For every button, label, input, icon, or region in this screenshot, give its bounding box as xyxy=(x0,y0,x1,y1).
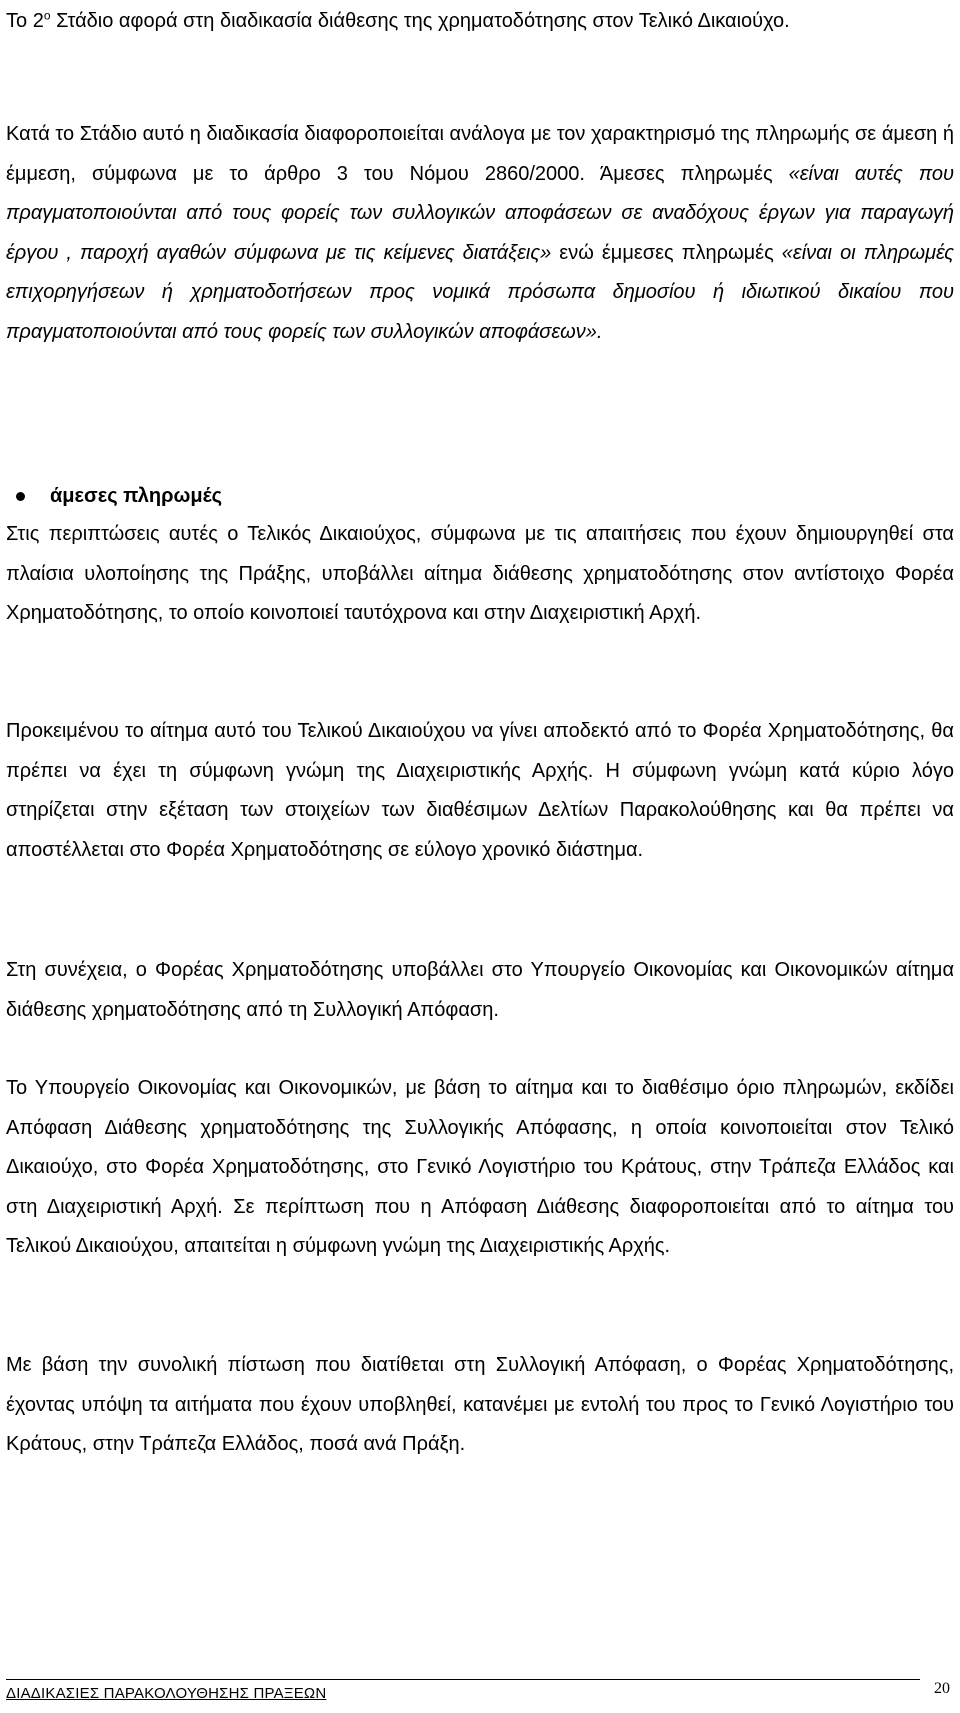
paragraph-ministry-request: Στη συνέχεια, ο Φορέας Χρηματοδότησης υποβάλλει στο Υπουργείο Οικονομίας και Οικονομικών αίτημα διάθεσης χρηματοδότησης από τη Συλλογική Απόφαση. xyxy=(6,959,954,1021)
indirect-payments-definition: «είναι οι πληρωμές επιχορηγήσεων ή χρηματοδοτήσεων προς νομικά πρόσωπα δημοσίου ή ιδιωτικού δικαίου που πραγματοποιούνται από τους φορείς των συλλογικών αποφάσεων». xyxy=(6,241,955,343)
stage-intro-text-rest: Στάδιο αφορά στη διαδικασία διάθεσης της χρηματοδότησης στον Τελικό Δικαιούχο. xyxy=(50,10,790,32)
paragraph-ministry-decision: Το Υπουργείο Οικονομίας και Οικονομικών, με βάση το αίτημα και το διαθέσιμο όριο πληρωμών, εκδίδει Απόφαση Διάθεσης χρηματοδότησης της Συλλογικής Απόφασης, η οποία κοινοποιείται στον Τελικό Δικαιούχο, στο Φορέα Χρηματοδότησης, στο Γενικό Λογιστήριο του Κράτους, στην Τράπεζα Ελλάδος και στη Διαχειριστική Αρχή. Σε περίπτωση που η Απόφαση Διάθεσης διαφοροποιείται από το αίτημα του Τελικού Δικαιούχου, απαιτείται η σύμφωνη γνώμη της Διαχειριστικής Αρχής. xyxy=(6,1077,954,1257)
footer-divider xyxy=(6,1679,920,1680)
bullet-heading-text: άμεσες πληρωμές xyxy=(50,485,222,507)
payment-types-intro: Κατά το Στάδιο αυτό η διαδικασία διαφοροποιείται ανάλογα με τον χαρακτηρισμό της πληρωμής σε άμεση ή έμμεση, σύμφωνα με το άρθρο 3 του Νόμου 2860/2000. Άμεσες πληρωμές xyxy=(6,123,954,185)
payment-types-middle: ενώ έμμεσες πληρωμές xyxy=(551,241,782,264)
paragraph-payment-types xyxy=(6,115,954,352)
direct-payments-definition: «είναι αυτές που πραγματοποιούνται από τους φορείς των συλλογικών αποφάσεων σε αναδόχους έργων για παραγωγή έργου , παροχή αγαθών σύμφωνα με τις κείμενες διατάξεις» xyxy=(6,162,954,264)
bullet-icon xyxy=(16,492,25,501)
stage-intro-text: Το 2 xyxy=(6,10,44,32)
paragraph-stage-intro xyxy=(6,2,954,42)
paragraph-request-submission: Στις περιπτώσεις αυτές ο Τελικός Δικαιούχος, σύμφωνα με τις απαιτήσεις που έχουν δημιουργηθεί στα πλαίσια υλοποίησης της Πράξης, υποβάλλει αίτημα διάθεσης χρηματοδότησης στον αντίστοιχο Φορέα Χρηματοδότησης, το οποίο κοινοποιεί ταυτόχρονα και στην Διαχειριστική Αρχή. xyxy=(6,523,954,624)
paragraph-approval: Προκειμένου το αίτημα αυτό του Τελικού Δικαιούχου να γίνει αποδεκτό από το Φορέα Χρηματοδότησης, θα πρέπει να έχει τη σύμφωνη γνώμη της Διαχειριστικής Αρχής. Η σύμφωνη γνώμη κατά κύριο λόγο στηρίζεται στην εξέταση των στοιχείων των διαθέσιμων Δελτίων Παρακολούθησης και θα πρέπει να αποστέλλεται στο Φορέα Χρηματοδότησης σε εύλογο χρονικό διάστημα. xyxy=(6,720,954,861)
paragraph-allocation: Με βάση την συνολική πίστωση που διατίθεται στη Συλλογική Απόφαση, ο Φορέας Χρηματοδότησης, έχοντας υπόψη τα αιτήματα που έχουν υποβληθεί, κατανέμει με εντολή του προς το Γενικό Λογιστήριο του Κράτους, στην Τράπεζα Ελλάδος, ποσά ανά Πράξη. xyxy=(6,1354,954,1455)
page-number: 20 xyxy=(934,1680,950,1697)
footer-title: ΔΙΑΔΙΚΑΣΙΕΣ ΠΑΡΑΚΟΛΟΥΘΗΣΗΣ ΠΡΑΞΕΩΝ xyxy=(6,1685,327,1702)
bullet-heading xyxy=(6,476,954,516)
ordinal-superscript: ο xyxy=(43,8,51,23)
